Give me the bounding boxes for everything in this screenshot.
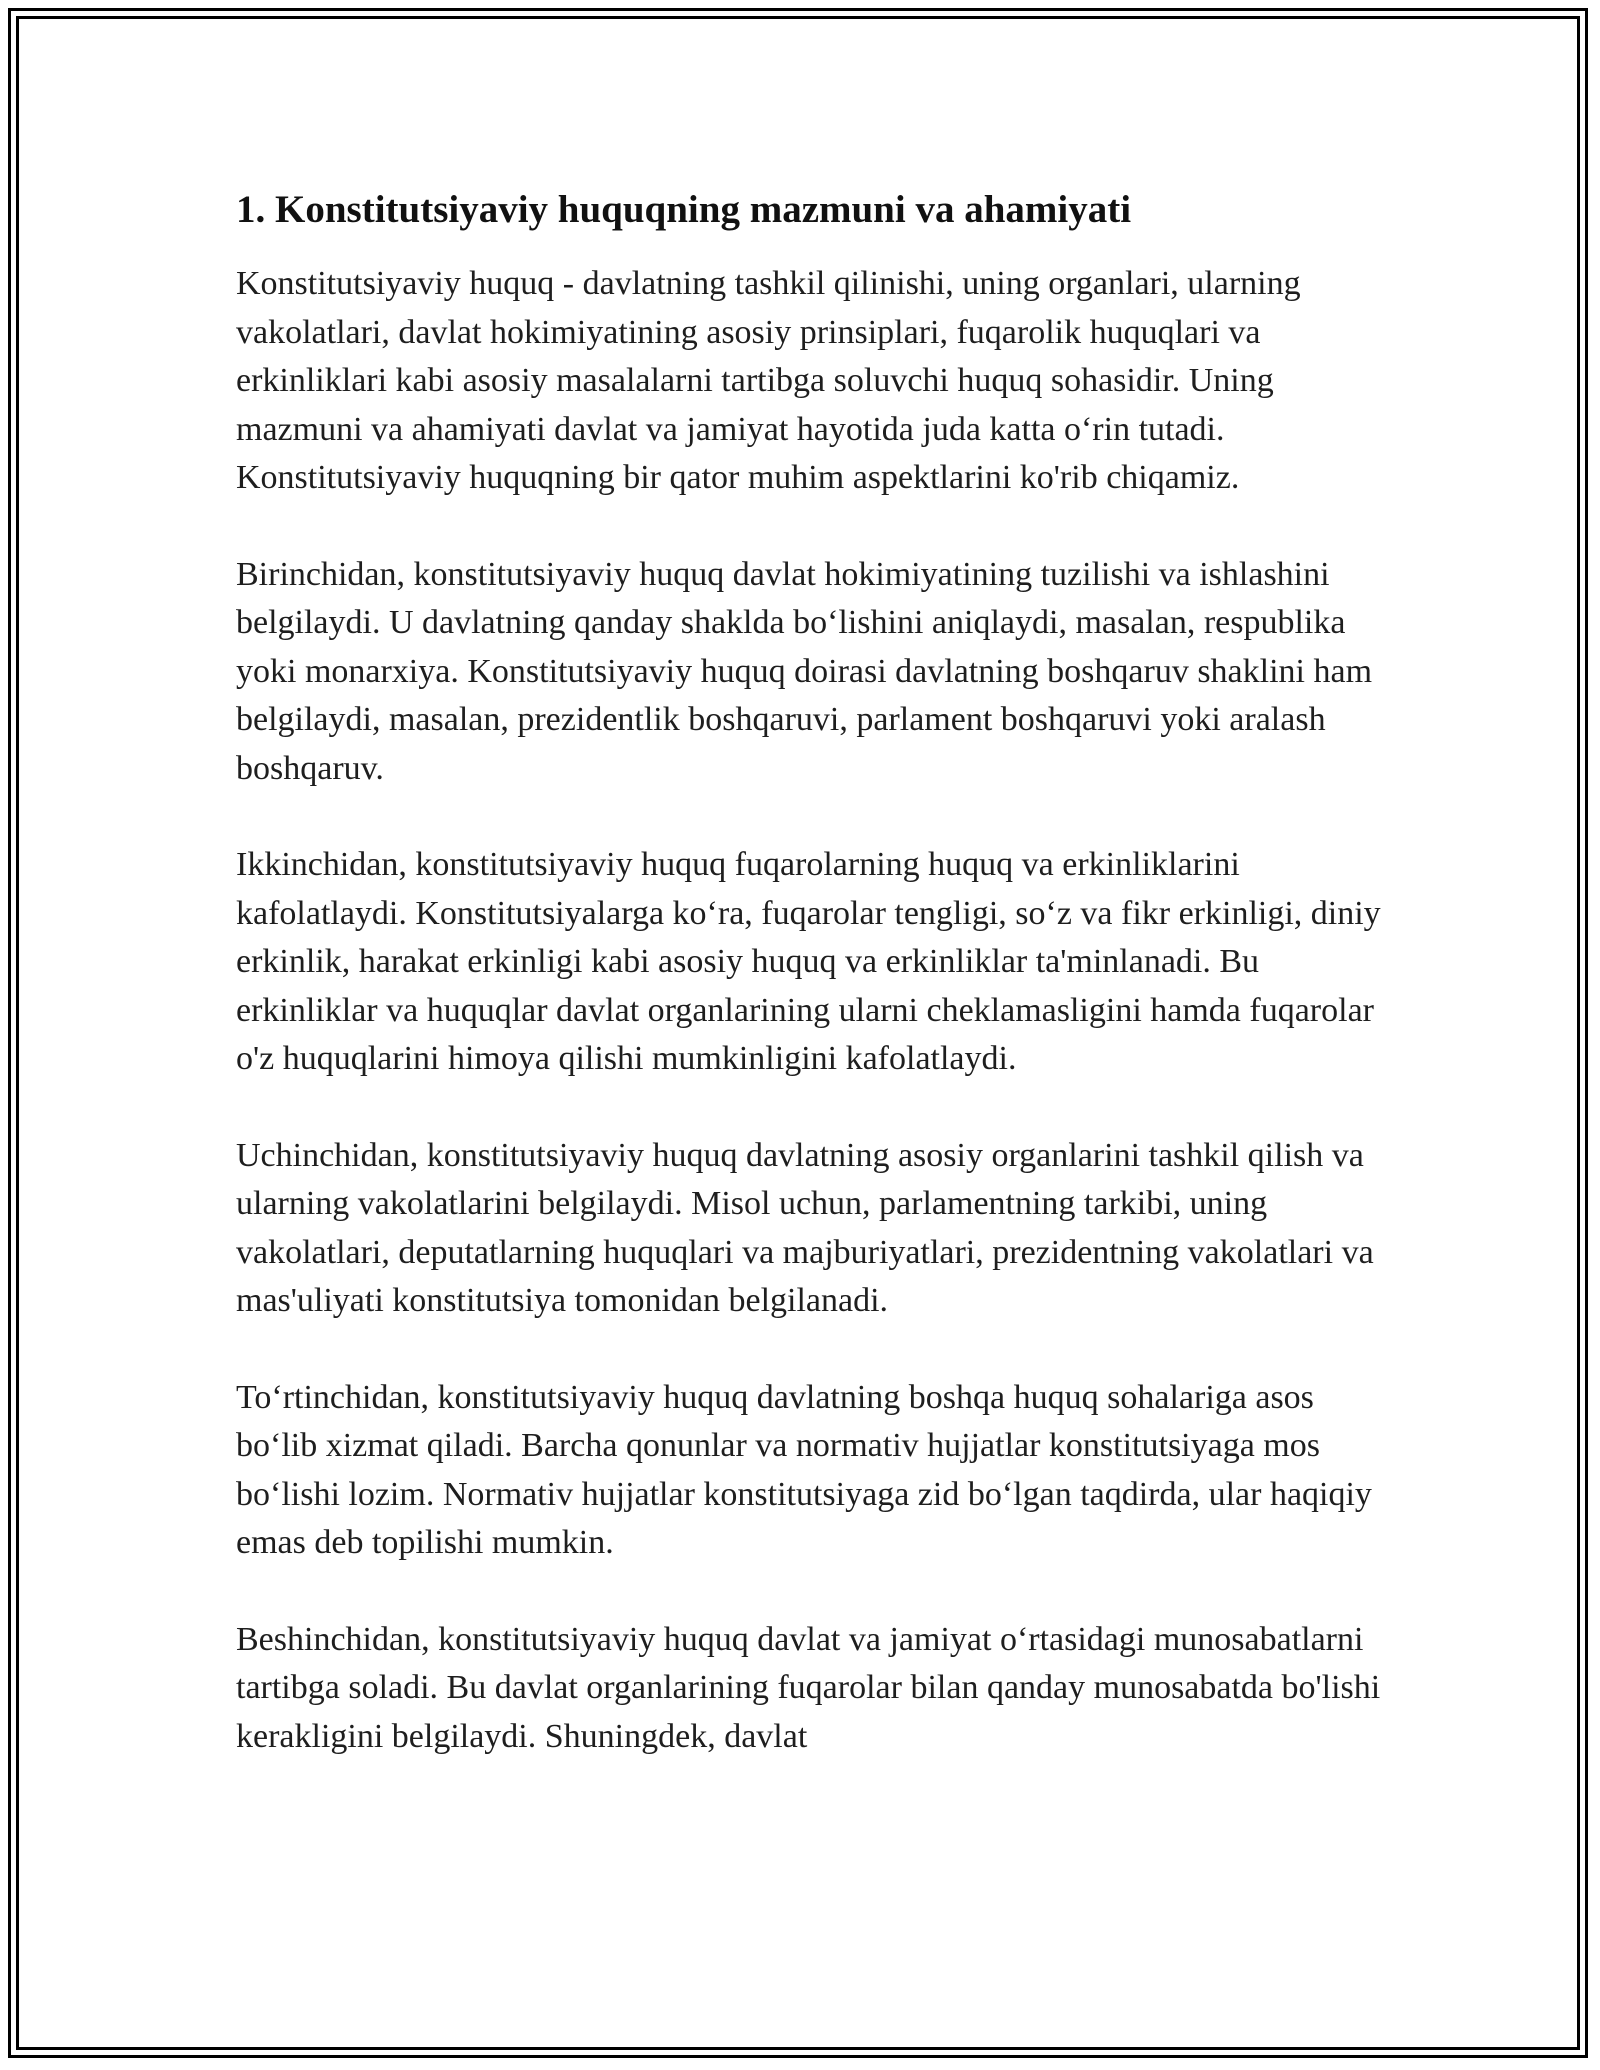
paragraph-first: Birinchidan, konstitutsiyaviy huquq davlat hokimiyatining tuzilishi va ishlashini belgilaydi. U davlatning qanday shaklda boʻlishini aniqlaydi, masalan, respublika yoki monarxiya. Konstitutsiyaviy huquq doirasi davlatning boshqaruv shaklini ham belgilaydi, masalan, prezidentlik boshqaruvi, parlament boshqaruvi yoki aralash boshqaruv. [236,555,1373,787]
paragraph-third: Uchinchidan, konstitutsiyaviy huquq davlatning asosiy organlarini tashkil qilish va ularning vakolatlarini belgilaydi. Misol uchun, parlamentning tarkibi, uning vakolatlari, deputatlarning huquqlari va majburiyatlari, prezidentning vakolatlari va mas'uliyati konstitutsiya tomonidan belgilanadi. [236,1136,1374,1319]
paragraph-second: Ikkinchidan, konstitutsiyaviy huquq fuqarolarning huquq va erkinliklarini kafolatlaydi. Konstitutsiyalarga koʻra, fuqarolar tengligi, soʻz va fikr erkinligi, diniy erkinlik, harakat erkinligi kabi asosiy huquq va erkinliklar ta'minlanadi. Bu erkinliklar va huquqlar davlat organlarining ularni cheklamasligini hamda fuqarolar o'z huquqlarini himoya qilishi mumkinligini kafolatlaydi. [236,846,1381,1077]
paragraph-fifth: Beshinchidan, konstitutsiyaviy huquq davlat va jamiyat oʻrtasidagi munosabatlarni tartibga soladi. Bu davlat organlarining fuqarolar bilan qanday munosabatda bo'lishi kerakligini belgilaydi. Shuningdek, davlat [236,1620,1381,1755]
document-body [236,186,1386,1809]
section-heading: 1. Konstitutsiyaviy huquqning mazmuni va ahamiyati [236,188,1132,231]
paragraph-fourth: Toʻrtinchidan, konstitutsiyaviy huquq davlatning boshqa huquq sohalariga asos boʻlib xizmat qiladi. Barcha qonunlar va normativ hujjatlar konstitutsiyaga mos boʻlishi lozim. Normativ hujjatlar konstitutsiyaga zid boʻlgan taqdirda, ular haqiqiy emas deb topilishi mumkin. [236,1378,1372,1561]
paragraph-intro: Konstitutsiyaviy huquq - davlatning tashkil qilinishi, uning organlari, ularning vakolatlari, davlat hokimiyatining asosiy prinsiplari, fuqarolik huquqlari va erkinliklari kabi asosiy masalalarni tartibga soluvchi huquq sohasidir. Uning mazmuni va ahamiyati davlat va jamiyat hayotida juda katta oʻrin tutadi. Konstitutsiyaviy huquqning bir qator muhim aspektlarini ko'rib chiqamiz. [236,265,1301,496]
